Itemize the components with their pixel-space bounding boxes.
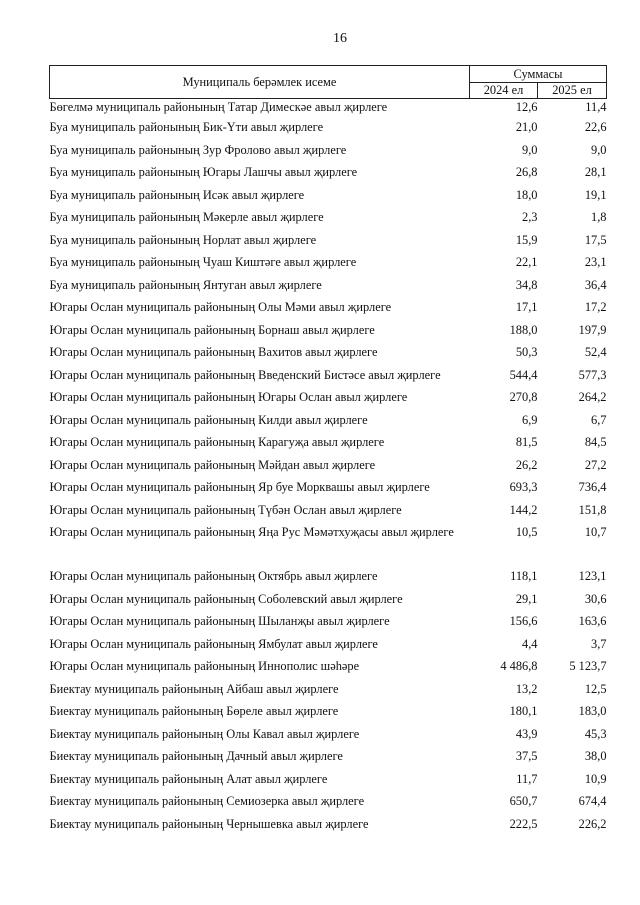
municipality-name: Югары Ослан муниципаль районының Карагуҗа авыл җирлеге: [49, 435, 385, 449]
amount-2024: 118,1: [510, 569, 538, 583]
municipality-name: Югары Ослан муниципаль районының Вахитов авыл җирлеге: [49, 345, 378, 359]
amount-2025: 45,3: [584, 726, 607, 741]
table-row: [50, 434, 607, 457]
amount-2024: 13,2: [515, 681, 538, 696]
table-row: [50, 568, 607, 591]
table-row: [50, 613, 607, 636]
municipality-name: Буа муниципаль районының Зур Фролово авыл җирлеге: [49, 142, 347, 157]
table-row: [50, 524, 607, 568]
municipality-name: Биектау муниципаль районының Айбаш авыл җирлеге: [49, 681, 339, 696]
table-row: [50, 726, 607, 749]
column-header-2024: 2024 ел: [470, 82, 538, 99]
amount-2025: 5 123,7: [569, 659, 607, 673]
amount-2025: 674,4: [578, 794, 607, 808]
table-header: [50, 66, 607, 99]
table-row: [50, 479, 607, 502]
amount-2025: 38,0: [584, 749, 607, 763]
table-row: [50, 412, 607, 435]
table-row: [50, 591, 607, 614]
table-row: [50, 681, 607, 704]
table-row: [50, 367, 607, 390]
municipality-name: Буа муниципаль районының Исәк авыл җирлеге: [49, 187, 305, 202]
amount-2025: 163,6: [578, 614, 607, 628]
amount-2025: 36,4: [584, 277, 607, 292]
amount-2024: 12,6: [515, 100, 538, 114]
amount-2025: 197,9: [578, 322, 607, 337]
municipality-name: Югары Ослан муниципаль районының Октябрь авыл җирлеге: [49, 569, 378, 583]
amount-2025: 84,5: [584, 435, 607, 449]
amount-2024: 29,1: [515, 591, 538, 606]
municipality-name: Биектау муниципаль районының Семиозерка авыл җирлеге: [49, 794, 365, 808]
amount-2025: 226,2: [578, 816, 607, 831]
amount-2024: 17,1: [515, 300, 538, 314]
amount-2024: 222,5: [509, 816, 538, 831]
amount-2025: 30,6: [584, 591, 607, 606]
municipality-name: Югары Ослан муниципаль районының Яр буе Морквашы авыл җирлеге: [49, 480, 430, 494]
table-row: [50, 457, 607, 480]
amount-2024: 693,3: [509, 480, 538, 494]
municipality-name: Буа муниципаль районының Норлат авыл җирлеге: [49, 232, 317, 247]
municipality-name: Югары Ослан муниципаль районының Яңа Рус Мәмәтхуҗасы авыл җирлеге: [49, 525, 454, 539]
amount-2025: 28,1: [584, 165, 607, 179]
table-row: [50, 119, 607, 142]
table-row: [50, 99, 607, 120]
amount-2024: 37,5: [515, 749, 538, 763]
column-header-name: Муниципаль берәмлек исеме: [50, 66, 470, 99]
municipality-name: Буа муниципаль районының Мәкерле авыл җирлеге: [49, 210, 324, 224]
municipality-name: Буа муниципаль районының Янтуган авыл җирлеге: [49, 277, 322, 292]
municipality-name: Югары Ослан муниципаль районының Мәйдан авыл җирлеге: [49, 457, 376, 472]
table-body: [50, 99, 607, 839]
amount-2024: 81,5: [515, 435, 538, 449]
amount-2024: 6,9: [522, 412, 538, 427]
column-header-2025: 2025 ел: [538, 82, 607, 99]
table-row: [50, 299, 607, 322]
municipality-name: Буа муниципаль районының Югары Лашчы авыл җирлеге: [49, 165, 358, 179]
municipality-name: Биектау муниципаль районының Дачный авыл җирлеге: [49, 749, 343, 763]
municipality-name: Югары Ослан муниципаль районының Шыланҗы авыл җирлеге: [49, 614, 390, 628]
amount-2025: 27,2: [584, 457, 607, 472]
amount-2025: 264,2: [578, 390, 607, 404]
amount-2025: 17,5: [584, 232, 607, 247]
amount-2025: 736,4: [578, 480, 607, 494]
amount-2024: 2,3: [522, 210, 538, 224]
table-row: [50, 748, 607, 771]
amount-2025: 19,1: [584, 187, 607, 202]
amount-2025: 17,2: [584, 300, 607, 314]
table-row: [50, 254, 607, 277]
table-row: [50, 209, 607, 232]
municipality-name: Югары Ослан муниципаль районының Введенский Бистәсе авыл җирлеге: [49, 367, 441, 382]
amount-2025: 9,0: [591, 142, 607, 157]
municipality-name: Биектау муниципаль районының Бөреле авыл җирлеге: [49, 704, 339, 718]
table-row: [50, 658, 607, 681]
amount-2024: 43,9: [515, 726, 538, 741]
amount-2024: 9,0: [522, 142, 538, 157]
municipality-name: Югары Ослан муниципаль районының Соболевский авыл җирлеге: [49, 591, 403, 606]
amount-2024: 144,2: [509, 502, 538, 517]
amount-2024: 544,4: [509, 367, 538, 382]
municipality-name: Югары Ослан муниципаль районының Югары Ослан авыл җирлеге: [49, 390, 408, 404]
municipality-name: Югары Ослан муниципаль районының Борнаш авыл җирлеге: [49, 322, 375, 337]
municipality-name: Биектау муниципаль районының Олы Кавал авыл җирлеге: [49, 726, 360, 741]
amount-2024: 270,8: [509, 390, 538, 404]
column-header-sum: Суммасы: [470, 66, 607, 83]
amount-2025: 52,4: [584, 345, 607, 359]
amount-2025: 3,7: [591, 636, 607, 651]
table-row: [50, 142, 607, 165]
amount-2025: 577,3: [578, 367, 607, 382]
amount-2025: 10,7: [584, 525, 607, 539]
amount-2024: 4,4: [522, 636, 538, 651]
amount-2025: 1,8: [591, 210, 607, 224]
table-row: [50, 703, 607, 726]
amount-2024: 188,0: [509, 322, 538, 337]
table-row: [50, 636, 607, 659]
municipality-name: Югары Ослан муниципаль районының Килди авыл җирлеге: [49, 412, 368, 427]
table-row: [50, 793, 607, 816]
amount-2024: 11,7: [516, 771, 538, 786]
amount-2025: 151,8: [578, 502, 607, 517]
amount-2024: 21,0: [515, 120, 538, 134]
municipality-name: Биектау муниципаль районының Чернышевка авыл җирлеге: [49, 816, 369, 831]
amount-2024: 18,0: [515, 187, 538, 202]
amount-2024: 180,1: [509, 704, 538, 718]
amount-2024: 156,6: [509, 614, 538, 628]
municipality-name: Югары Ослан муниципаль районының Ямбулат авыл җирлеге: [49, 636, 378, 651]
table-row: [50, 771, 607, 794]
amount-2025: 183,0: [578, 704, 607, 718]
table-row: [50, 187, 607, 210]
amount-2024: 22,1: [515, 255, 538, 269]
page-number: 16: [333, 31, 347, 46]
municipality-name: Югары Ослан муниципаль районының Олы Мәми авыл җирлеге: [49, 300, 392, 314]
table-row: [50, 232, 607, 255]
amount-2024: 4 486,8: [500, 659, 538, 673]
table-row: [50, 389, 607, 412]
amount-2025: 22,6: [584, 120, 607, 134]
municipality-name: Буа муниципаль районының Бик-Үти авыл җирлеге: [49, 120, 324, 134]
amount-2024: 650,7: [509, 794, 538, 808]
amount-2025: 11,4: [585, 100, 607, 114]
amount-2024: 26,8: [515, 165, 538, 179]
municipality-name: Биектау муниципаль районының Алат авыл җирлеге: [49, 771, 328, 786]
amount-2024: 15,9: [515, 232, 538, 247]
table-row: [50, 502, 607, 525]
table-row: [50, 322, 607, 345]
amount-2024: 50,3: [515, 345, 538, 359]
amount-2024: 10,5: [515, 525, 538, 539]
budget-table: [49, 65, 607, 838]
amount-2024: 26,2: [515, 457, 538, 472]
municipality-name: Югары Ослан муниципаль районының Иннополис шәһәре: [49, 659, 360, 673]
amount-2024: 34,8: [515, 277, 538, 292]
table-row: [50, 816, 607, 839]
table-row: [50, 344, 607, 367]
municipality-name: Буа муниципаль районының Чуаш Киштәге авыл җирлеге: [49, 255, 357, 269]
amount-2025: 12,5: [584, 681, 607, 696]
table-row: [50, 164, 607, 187]
table-row: [50, 277, 607, 300]
amount-2025: 123,1: [578, 569, 607, 583]
amount-2025: 6,7: [591, 412, 607, 427]
municipality-name: Югары Ослан муниципаль районының Түбән Ослан авыл җирлеге: [49, 502, 402, 517]
amount-2025: 23,1: [584, 255, 607, 269]
amount-2025: 10,9: [584, 771, 607, 786]
municipality-name: Бөгелмә муниципаль районының Татар Димескәе авыл җирлеге: [49, 100, 388, 114]
